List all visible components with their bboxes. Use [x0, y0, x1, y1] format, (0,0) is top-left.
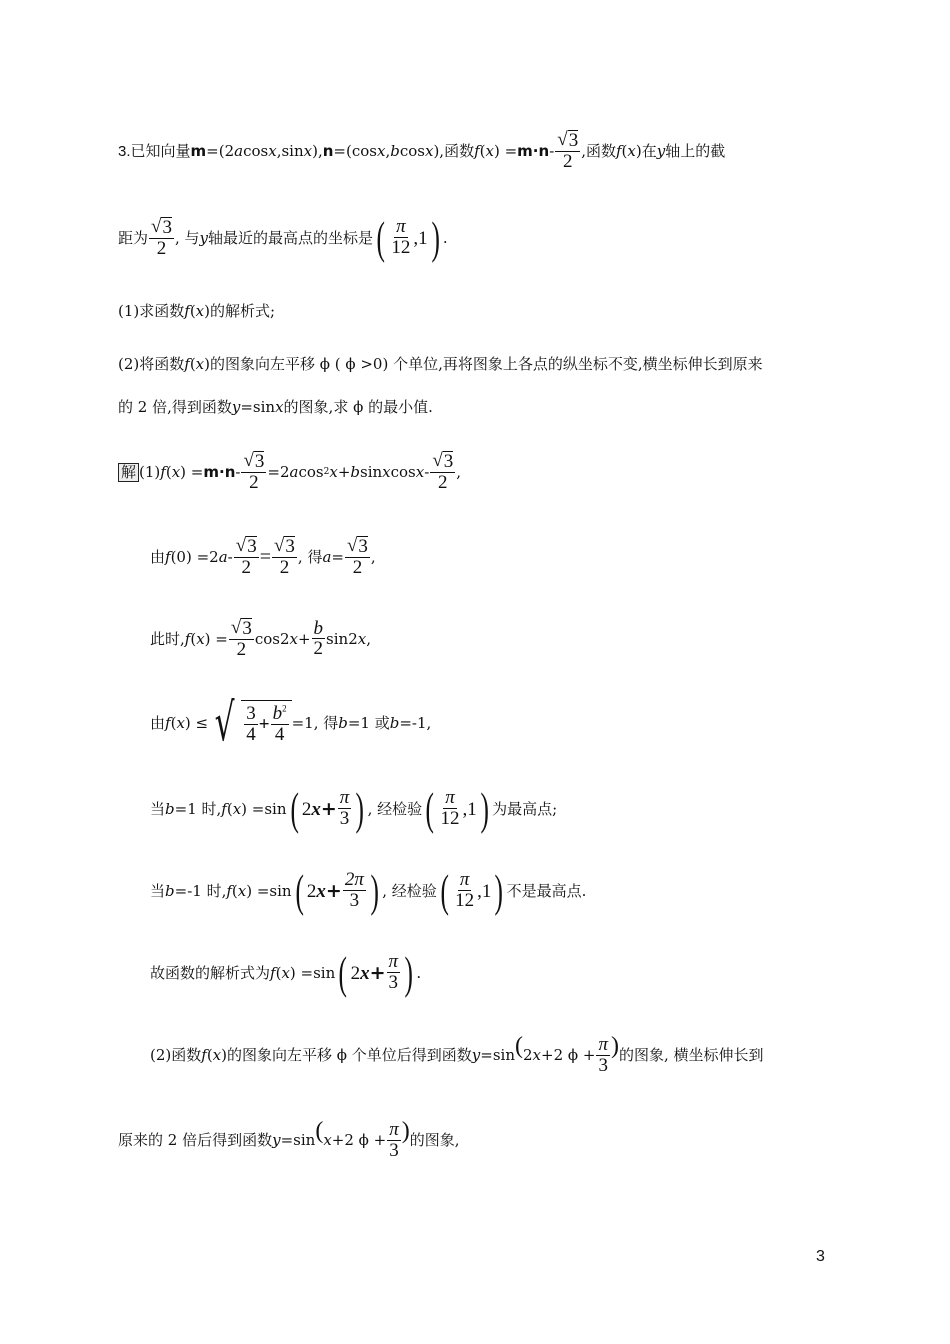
var-x: x — [311, 798, 321, 820]
right-paren: ) — [355, 783, 365, 834]
text: ) =sin — [289, 963, 336, 982]
var-x: x — [316, 880, 326, 902]
text: sin — [360, 462, 383, 481]
var-b: b — [165, 799, 175, 818]
denominator: 12 — [440, 808, 460, 830]
var-f: f — [184, 302, 190, 320]
text: 由 — [150, 547, 166, 566]
numerator: π — [389, 1119, 399, 1140]
fraction-sqrt3-over-2: √ 3 2 — [346, 535, 368, 578]
var-x: x — [281, 963, 290, 982]
text: +2 ϕ + — [541, 1046, 596, 1065]
var-f: f — [226, 881, 232, 900]
denominator: 2 — [438, 471, 448, 493]
var-a: a — [289, 462, 299, 481]
plus: + — [325, 879, 342, 902]
var-f: f — [201, 1046, 207, 1065]
var-y: y — [656, 141, 666, 160]
text: , — [385, 141, 391, 160]
var-f: f — [474, 141, 480, 160]
denominator: 3 — [339, 808, 350, 830]
right-paren: ) — [610, 1032, 619, 1059]
var-x: x — [289, 629, 298, 648]
numerator: 3 — [246, 702, 256, 724]
denominator: 2 — [249, 471, 259, 493]
denominator: 4 — [274, 723, 285, 745]
text: 此时, — [150, 629, 185, 648]
solution-step-9 — [118, 1117, 832, 1162]
numerator: 2π — [344, 869, 364, 891]
denominator: 2 — [236, 638, 247, 660]
solution-step-7 — [150, 947, 832, 998]
fraction-pi-over-3 — [387, 952, 401, 994]
text: , 得 — [297, 547, 323, 566]
solution-step-8 — [150, 1032, 832, 1077]
fraction-sqrt3-over-2: √ 3 2 — [273, 535, 295, 578]
fraction-2pi-over-3 — [343, 870, 366, 912]
text: (1)求函数 — [118, 302, 185, 320]
dot-product: m·n — [517, 141, 550, 160]
var-b: b — [389, 713, 400, 732]
var-x: x — [360, 962, 370, 984]
var-f: f — [165, 547, 171, 566]
var-y: y — [199, 228, 208, 247]
fraction-pi-over-12 — [453, 870, 476, 912]
coord-one: ,1 — [462, 798, 477, 820]
numerator: b — [272, 702, 283, 724]
text: =-1, — [399, 713, 432, 732]
text: 为最高点; — [492, 799, 558, 818]
text: )的图象向左平移 ϕ ( ϕ >0) 个单位,再将图象上各点的纵坐标不变,横坐标伸长到原来 — [204, 355, 763, 373]
text: 已知向量 — [130, 141, 191, 160]
text: )的图象向左平移 ϕ 个单位后得到函数 — [221, 1046, 472, 1065]
page-number: 3 — [816, 1248, 825, 1265]
solution-label: 解 — [118, 463, 139, 482]
text: cos — [298, 462, 324, 481]
var-b: b — [165, 881, 175, 900]
text: )的解析式; — [204, 302, 276, 320]
left-paren: ( — [338, 947, 348, 998]
var-f: f — [615, 141, 622, 160]
numerator: π — [598, 1034, 608, 1055]
text: )在 — [635, 141, 657, 160]
text: , 与 — [174, 228, 200, 247]
text: =1, 得 — [291, 713, 339, 732]
dot-product: m·n — [203, 462, 236, 481]
text: sin2 — [326, 629, 358, 648]
part-2-question-line-2 — [118, 400, 832, 415]
text: ( — [226, 799, 233, 818]
var-x: x — [329, 462, 338, 481]
var-x: x — [424, 141, 434, 160]
var-x: x — [627, 141, 636, 160]
var-b: b — [338, 713, 348, 732]
radicand: 3 — [242, 618, 252, 639]
plus: + — [297, 629, 311, 648]
text: 当 — [150, 799, 166, 818]
numerator: π — [396, 216, 406, 238]
text: =1 时, — [174, 799, 222, 818]
fraction-sqrt3-over-2: √ 3 2 — [230, 617, 252, 660]
text: ( — [189, 355, 196, 373]
denominator: 2 — [313, 638, 324, 660]
radicand: 3 — [568, 130, 579, 151]
right-paren: ) — [404, 947, 413, 998]
left-paren: ( — [289, 783, 299, 834]
var-f: f — [221, 799, 227, 818]
coord-one: ,1 — [413, 227, 428, 249]
denominator: 4 — [246, 723, 256, 745]
text: ( — [170, 713, 177, 732]
text: ) =sin — [241, 799, 287, 818]
var-x: x — [212, 1046, 222, 1065]
var-y: y — [272, 1131, 281, 1150]
text: 由 — [150, 713, 166, 732]
fraction-3-over-4 — [244, 704, 258, 746]
var-x: x — [415, 462, 425, 481]
superscript: 2 — [323, 466, 330, 477]
fraction-pi-over-12 — [439, 788, 462, 830]
var-x: x — [268, 141, 277, 160]
var-a: a — [322, 547, 332, 566]
text: cos — [399, 141, 425, 160]
text: =2 — [267, 462, 290, 481]
minus: - — [424, 462, 430, 481]
left-paren: ( — [514, 1032, 523, 1059]
fraction-sqrt3-over-2: √ 3 2 — [243, 450, 265, 493]
vector-n: n — [322, 141, 334, 160]
text: ( — [165, 462, 172, 481]
radicand: 3 — [254, 451, 265, 472]
text: +2 ϕ + — [331, 1131, 387, 1150]
problem-line-2 — [118, 212, 832, 263]
problem-number: 3. — [118, 142, 131, 160]
text: ) = — [180, 462, 204, 481]
text: ,函数 — [581, 141, 616, 160]
text: =sin — [480, 1046, 515, 1065]
text: (0) =2 — [170, 547, 219, 566]
solution-step-5 — [150, 783, 832, 834]
square-root: √ $\frac{3}{4}$ + $\frac{b^2}{4}$ — [208, 700, 291, 747]
text: cos — [390, 462, 416, 481]
radicand: 3 — [443, 451, 454, 472]
text: ),函数 — [433, 141, 475, 160]
solution-step-2 — [150, 536, 832, 579]
var-x: x — [323, 1131, 332, 1150]
var-f: f — [184, 629, 191, 648]
coefficient: 2 — [301, 798, 312, 820]
right-paren: ) — [480, 783, 489, 834]
var-x: x — [195, 302, 205, 320]
text: ( — [621, 141, 628, 160]
equals: = — [259, 546, 271, 569]
var-x: x — [532, 1046, 541, 1065]
text: (1) — [139, 462, 161, 481]
numerator: π — [339, 787, 350, 809]
plus: + — [258, 714, 270, 736]
text: cos2 — [254, 629, 290, 648]
numerator: π — [459, 869, 470, 891]
var-x: x — [232, 799, 242, 818]
denominator: 12 — [391, 237, 411, 259]
text: , 经检验 — [367, 799, 423, 818]
text: 的图象, 横坐标伸长到 — [618, 1046, 764, 1065]
var-x: x — [196, 629, 205, 648]
text: ( — [231, 881, 238, 900]
numerator: b — [313, 617, 324, 639]
coord-one: ,1 — [477, 880, 492, 902]
denominator: 3 — [389, 1139, 399, 1161]
minus: - — [549, 141, 555, 160]
radicand: 3 — [162, 216, 172, 238]
var-x: x — [376, 141, 386, 160]
text: 不是最高点. — [506, 881, 587, 900]
part-2-question-line-1 — [118, 357, 832, 372]
var-b: b — [350, 462, 360, 481]
radicand: 3 — [247, 536, 257, 557]
var-x: x — [237, 881, 247, 900]
radicand: 3 — [285, 536, 295, 557]
solution-step-4 — [150, 693, 832, 753]
fraction-pi-over-3 — [387, 1120, 401, 1162]
text: ( — [206, 1046, 213, 1065]
solution-step-3 — [150, 618, 832, 661]
coefficient: 2 — [306, 880, 317, 902]
minus: - — [227, 547, 233, 566]
text: . — [416, 963, 422, 982]
solution-step-6 — [150, 865, 832, 916]
text: 的 2 倍,得到函数 — [118, 398, 232, 416]
radicand: 3 — [358, 536, 368, 557]
text: ) = — [204, 629, 228, 648]
text: , — [456, 462, 462, 481]
text: =sin — [240, 398, 276, 416]
right-paren: ) — [494, 865, 504, 916]
var-f: f — [165, 713, 171, 732]
denominator: 3 — [388, 972, 399, 994]
left-paren: ( — [295, 865, 304, 916]
text: ( — [189, 302, 196, 320]
text: (2)函数 — [150, 1046, 202, 1065]
coefficient: 2 — [350, 962, 361, 984]
var-x: x — [357, 629, 367, 648]
fraction-sqrt3-over-2: √ 3 2 — [557, 129, 579, 172]
var-y: y — [471, 1046, 481, 1065]
text: 故函数的解析式为 — [150, 963, 271, 982]
denominator: 3 — [598, 1054, 608, 1076]
denominator: 2 — [156, 237, 167, 259]
coefficient: 2 — [522, 1046, 533, 1065]
denominator: 2 — [279, 556, 290, 578]
text: =1 或 — [347, 713, 390, 732]
left-paren: ( — [315, 1117, 324, 1144]
text: 距为 — [118, 228, 149, 247]
text: ,sin — [276, 141, 304, 160]
var-a: a — [218, 547, 228, 566]
text: , — [370, 547, 376, 566]
left-paren: ( — [425, 783, 435, 834]
text: ( — [275, 963, 282, 982]
fraction-sqrt3-over-2: √ 3 2 — [151, 215, 172, 259]
text: , — [366, 629, 371, 648]
text: cos — [243, 141, 269, 160]
var-y: y — [231, 398, 241, 416]
text: ) = — [493, 141, 518, 160]
vector-m: m — [190, 141, 207, 160]
var-f: f — [184, 355, 190, 373]
superscript: 2 — [282, 703, 287, 714]
plus: + — [320, 797, 337, 820]
right-paren: ) — [401, 1117, 410, 1144]
text: =-1 时, — [174, 881, 227, 900]
fraction-sqrt3-over-2: √ 3 2 — [235, 535, 257, 578]
var-x: x — [485, 141, 494, 160]
denominator: 2 — [352, 556, 363, 578]
text: = — [331, 547, 344, 566]
fraction-pi-over-3 — [596, 1035, 610, 1077]
minus: - — [235, 462, 241, 481]
fraction-b2-over-4 — [271, 704, 289, 746]
denominator: 2 — [241, 556, 251, 578]
right-paren: ) — [431, 212, 440, 263]
var-x: x — [171, 462, 181, 481]
var-x: x — [382, 462, 391, 481]
fraction-b-over-2 — [312, 619, 326, 661]
right-paren: ) — [370, 865, 379, 916]
solution-step-1 — [118, 451, 832, 494]
text: =(2 — [206, 141, 235, 160]
left-paren: ( — [376, 212, 385, 263]
problem-line-1 — [118, 130, 832, 173]
var-a: a — [234, 141, 244, 160]
var-x: x — [195, 355, 205, 373]
plus: + — [337, 462, 351, 481]
part-1-question — [118, 304, 832, 319]
var-b: b — [390, 141, 400, 160]
text: =(cos — [333, 141, 377, 160]
text: 轴最近的最高点的坐标是 — [207, 228, 373, 247]
numerator: π — [445, 787, 455, 809]
text: . — [442, 228, 448, 247]
text: ) ≤ — [184, 713, 209, 732]
fraction-pi-over-3 — [338, 788, 352, 830]
var-x: x — [176, 713, 185, 732]
text: =sin — [280, 1131, 316, 1150]
text: , 经检验 — [382, 881, 437, 900]
var-x: x — [275, 398, 284, 416]
denominator: 12 — [455, 890, 475, 912]
denominator: 3 — [349, 890, 360, 912]
left-paren: ( — [440, 865, 449, 916]
text: 原来的 2 倍后得到函数 — [118, 1131, 273, 1150]
text: ) =sin — [246, 881, 292, 900]
text: (2)将函数 — [118, 355, 185, 373]
fraction-sqrt3-over-2: √ 3 2 — [432, 450, 454, 493]
fraction-pi-over-12 — [389, 217, 412, 259]
var-f: f — [160, 462, 166, 481]
var-x: x — [303, 141, 313, 160]
text: 的图象,求 ϕ 的最小值. — [283, 398, 433, 416]
text: 当 — [150, 881, 166, 900]
denominator: 2 — [562, 150, 573, 172]
text: ( — [190, 629, 197, 648]
text: ), — [312, 141, 323, 160]
text: ( — [479, 141, 486, 160]
numerator: π — [388, 951, 399, 973]
var-f: f — [270, 963, 276, 982]
plus: + — [369, 961, 386, 984]
text: 轴上的截 — [665, 141, 726, 160]
text: 的图象, — [409, 1131, 460, 1150]
